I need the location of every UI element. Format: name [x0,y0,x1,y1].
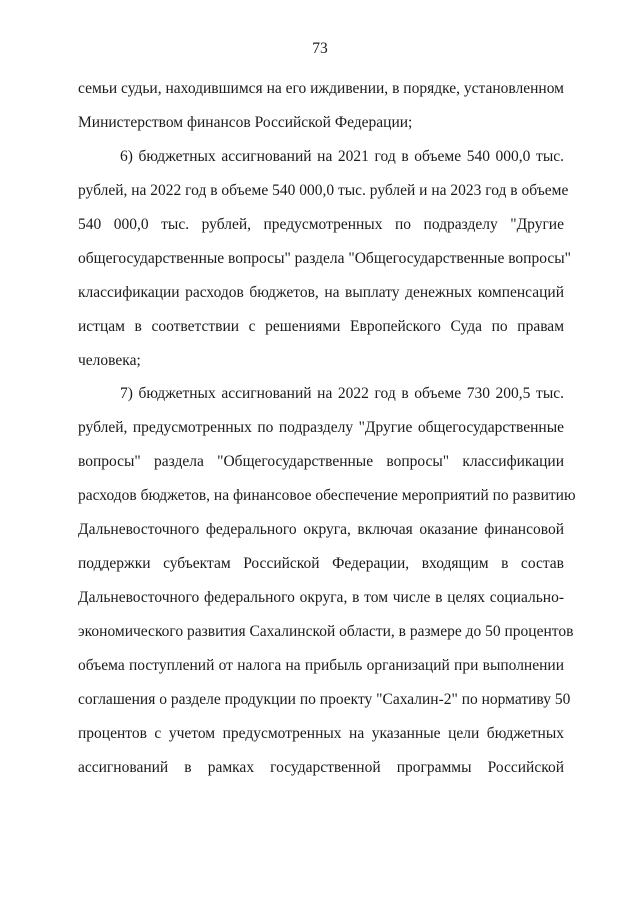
text-line: классификации расходов бюджетов, на выплату денежных компенсаций [78,284,564,301]
text-line: объема поступлений от налога на прибыль организаций при выполнении [78,657,564,674]
text-line: соглашения о разделе продукции по проекту "Сахалин-2" по нормативу 50 [78,691,571,708]
text-line: процентов с учетом предусмотренных на указанные цели бюджетных [78,725,564,742]
text-line: расходов бюджетов, на финансовое обеспечение мероприятий по развитию [78,487,576,504]
text-line: вопросы" раздела "Общегосударственные вопросы" классификации [78,453,564,470]
text-line: семьи судьи, находившимся на его иждивении, в порядке, установленном [78,80,564,97]
text-line: поддержки субъектам Российской Федерации, входящим в состав [78,555,564,572]
text-line: 6) бюджетных ассигнований на 2021 год в объеме 540 000,0 тыс. [120,148,564,165]
text-line: истцам в соответствии с решениями Европейского Суда по правам [78,318,564,335]
text-line: рублей, предусмотренных по подразделу "Другие общегосударственные [78,419,564,436]
text-line: Дальневосточного федерального округа, включая оказание финансовой [78,521,564,538]
text-line: 540 000,0 тыс. рублей, предусмотренных по подразделу "Другие [78,216,564,233]
text-line: ассигнований в рамках государственной программы Российской [78,759,564,776]
text-line: общегосударственные вопросы" раздела "Общегосударственные вопросы" [78,250,571,267]
text-line: Министерством финансов Российской Федерации; [78,114,413,131]
text-line: 7) бюджетных ассигнований на 2022 год в объеме 730 200,5 тыс. [120,385,564,402]
text-line: рублей, на 2022 год в объеме 540 000,0 тыс. рублей и на 2023 год в объеме [78,182,569,199]
text-line: экономического развития Сахалинской области, в размере до 50 процентов [78,623,574,640]
page-number: 73 [312,40,328,57]
text-line: Дальневосточного федерального округа, в том числе в целях социально- [78,589,564,606]
text-line: человека; [78,352,141,369]
